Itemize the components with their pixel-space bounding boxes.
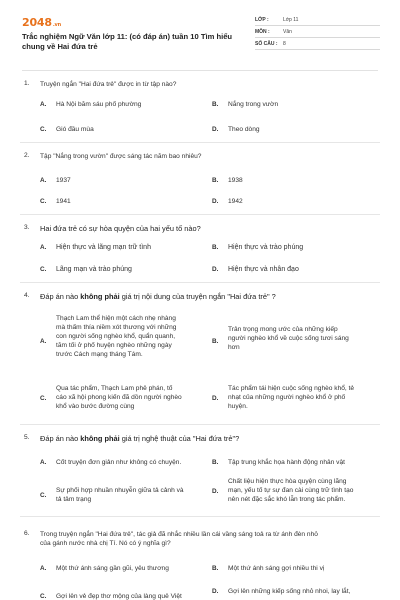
option-text: Hiện thực và trào phúng — [228, 244, 304, 251]
option-letter: C. — [40, 492, 47, 499]
question-text: Đáp án nào không phải giá trị nghệ thuật của "Hai đứa trẻ"? — [40, 434, 240, 443]
question-divider — [20, 282, 380, 283]
option-letter: B. — [212, 338, 219, 345]
option-text: Hà Nội băm sáu phố phường — [56, 101, 142, 108]
meta-value: 8 — [283, 40, 286, 47]
option-letter: C. — [40, 395, 47, 402]
option-text: Sự phối hợp nhuần nhuyễn giữa tả cảnh và tả tâm trạng — [56, 487, 184, 503]
option-letter: C. — [40, 266, 47, 273]
option-letter: A. — [40, 338, 47, 345]
option-letter: B. — [212, 459, 219, 466]
meta-value: Văn — [283, 28, 292, 35]
document-header — [0, 0, 400, 68]
meta-info — [255, 14, 380, 50]
question-text: Trong truyện ngắn "Hai đứa trẻ", tác giả đã nhắc nhiều lần cái vầng sáng toả ra từ ánh đèn nhỏ của gánh nước nhà chị Tí. Nó có ý nghĩa gì? — [40, 531, 318, 547]
option-letter: A. — [40, 177, 47, 184]
option-text: Trân trọng mong ước của những kiếp người nghèo khổ về cuộc sống tươi sáng hơn — [228, 326, 349, 351]
meta-count-row — [255, 38, 380, 50]
option-letter: D. — [212, 588, 219, 595]
meta-key: LỚP : — [255, 16, 269, 23]
question-number: 3. — [24, 224, 30, 231]
option-text: Hiện thực và lãng mạn trữ tình — [56, 244, 151, 251]
option-text: Một thứ ánh sáng gần gũi, yêu thương — [56, 565, 169, 572]
meta-key: SỐ CÂU : — [255, 40, 278, 47]
page-title: Trắc nghiệm Ngữ Văn lớp 11: (có đáp án) tuần 10 Tìm hiểu chung về Hai đứa trẻ — [22, 32, 233, 51]
option-letter: A. — [40, 565, 47, 572]
option-letter: C. — [40, 593, 47, 600]
option-letter: B. — [212, 565, 219, 572]
question-number: 4. — [24, 292, 30, 299]
option-letter: A. — [40, 244, 47, 251]
question-text: Hai đứa trẻ có sự hòa quyện của hai yếu tố nào? — [40, 224, 201, 233]
question-text: Đáp án nào không phải giá trị nội dung của truyện ngắn "Hai đứa trẻ" ? — [40, 292, 276, 301]
option-letter: A. — [40, 459, 47, 466]
option-letter: D. — [212, 126, 219, 133]
option-d[interactable] — [212, 384, 382, 414]
option-letter: B. — [212, 244, 219, 251]
option-text: Tập trung khắc họa hành động nhân vật — [228, 459, 345, 466]
option-text: 1942 — [228, 198, 243, 205]
question-number: 1. — [24, 80, 30, 87]
option-text: Qua tác phẩm, Thạch Lam phê phán, tố cáo xã hội phong kiến đã dồn người nghèo khổ vào bước đường cùng — [56, 385, 182, 410]
question-text: Truyện ngắn "Hai đứa trẻ" được in từ tập nào? — [40, 81, 177, 88]
option-letter: A. — [40, 101, 47, 108]
meta-value: Lớp 11 — [283, 16, 299, 23]
option-text: Hiện thực và nhân đạo — [228, 266, 299, 273]
option-letter: C. — [40, 198, 47, 205]
option-c[interactable] — [40, 384, 210, 414]
option-text: 1941 — [56, 198, 71, 205]
question-number: 2. — [24, 152, 30, 159]
option-letter: B. — [212, 177, 219, 184]
option-d[interactable] — [212, 477, 387, 507]
option-a[interactable] — [40, 314, 210, 364]
option-text: 1937 — [56, 177, 71, 184]
question-number: 6. — [24, 530, 30, 537]
meta-subject-row — [255, 26, 380, 38]
option-text: Nắng trong vườn — [228, 101, 279, 108]
option-text: Gió đầu mùa — [56, 126, 94, 133]
option-text: Cốt truyện đơn giản như không có chuyện. — [56, 459, 182, 466]
option-text: Thạch Lam thể hiện một cách nhẹ nhàng mà thấm thía niềm xót thương với những con người sống nghèo khổ, quẩn quanh, tăm tối ở phố huyện nghèo những ngày trước Cách mạng tháng Tám. — [56, 315, 177, 358]
option-b[interactable] — [212, 325, 382, 355]
option-letter: D. — [212, 266, 219, 273]
option-text: 1938 — [228, 177, 243, 184]
question-text: Tập "Nắng trong vườn" được sáng tác năm bao nhiêu? — [40, 153, 202, 160]
option-letter: D. — [212, 488, 219, 495]
option-letter: C. — [40, 126, 47, 133]
question-divider — [20, 516, 380, 517]
meta-class-row — [255, 14, 380, 26]
header-divider — [22, 70, 378, 71]
question-divider — [20, 424, 380, 425]
option-letter: B. — [212, 101, 219, 108]
option-text: Lãng mạn và trào phúng — [56, 266, 132, 273]
meta-key: MÔN : — [255, 28, 270, 35]
option-text: Chất liệu hiện thực hòa quyện cùng lãng mạn, yếu tố tự sự đan cài cùng trữ tình tạo nên nét đặc sắc khó lẫn trong tác phẩm. — [228, 478, 354, 503]
option-letter: D. — [212, 395, 219, 402]
site-logo[interactable]: 2048.vn — [22, 16, 61, 29]
option-letter: D. — [212, 198, 219, 205]
question-divider — [20, 214, 380, 215]
option-text: Một thứ ánh sáng gợi nhiều thi vị — [228, 565, 325, 572]
question-divider — [20, 142, 380, 143]
option-text: Gợi lên những kiếp sống nhỏ nhoi, lay lắt, — [228, 588, 351, 595]
option-text: Theo dòng — [228, 126, 260, 133]
option-c[interactable] — [40, 486, 210, 506]
option-text: Gợi lên vẻ đẹp thơ mộng của làng quê Việt — [56, 593, 182, 600]
question-number: 5. — [24, 434, 30, 441]
option-text: Tác phẩm tái hiện cuộc sống nghèo khổ, tẻ nhạt của những người nghèo khổ ở phố huyện. — [228, 385, 355, 410]
